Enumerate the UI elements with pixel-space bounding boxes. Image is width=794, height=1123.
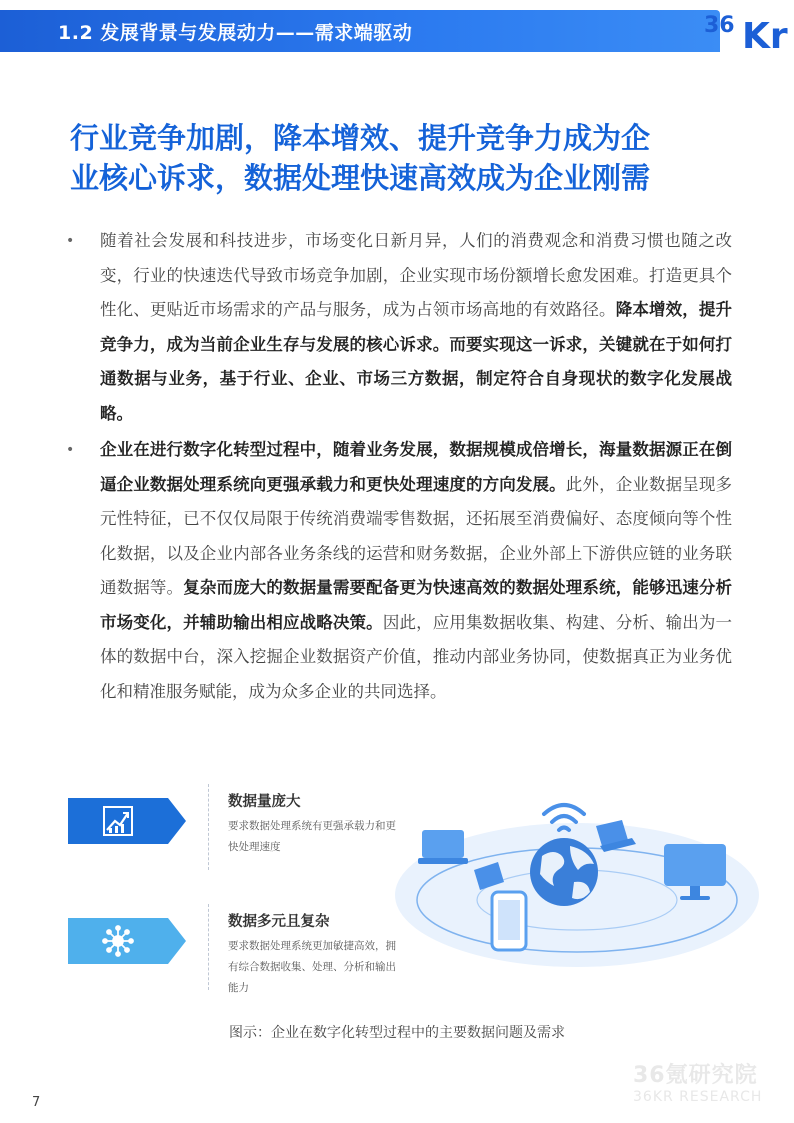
svg-text:36: 36 (704, 13, 735, 38)
feature-description: 要求数据处理系统更加敏捷高效，拥有综合数据收集、处理、分析和输出能力 (228, 940, 396, 994)
page-number: 7 (32, 1095, 41, 1110)
headline-line-1: 行业竞争加剧，降本增效、提升竞争力成为企 (70, 121, 651, 155)
bullet-marker: • (66, 442, 75, 458)
connected-devices-illustration (392, 790, 762, 970)
dashed-divider (208, 904, 209, 990)
feature-arrow-banner (68, 918, 186, 964)
header (0, 0, 794, 52)
bullet-marker: • (66, 233, 75, 249)
bullet-bold-text: 复杂而庞大的数据量需要配备更为快速高效的数据处理系统，能够迅速分析市场变化，并辅助输出相应战略决策。 (100, 578, 733, 632)
network-node-icon (103, 926, 133, 956)
page-section-title: 1.2 发展背景与发展动力——需求端驱动 (58, 22, 413, 44)
bullet-bold-text: 降本增效，提升竞争力，成为当前企业生存与发展的核心诉求。而要实现这一诉求，关键就在于如何打通数据与业务，基于行业、企业、市场三方数据，制定符合自身现状的数字化发展战略。 (100, 300, 733, 423)
laptop-icon (418, 830, 468, 864)
feature-data-volume (68, 794, 396, 878)
watermark-en: 36KR RESEARCH (633, 1089, 763, 1105)
feature-title: 数据量庞大 (228, 794, 301, 810)
bullet-item-2 (62, 433, 732, 709)
phone-icon (492, 892, 526, 950)
feature-title: 数据多元且复杂 (228, 914, 330, 930)
bullet-text: 随着社会发展和科技进步，市场变化日新月异，人们的消费观念和消费习惯也随之改变，行业的快速迭代导致市场竞争加剧，企业实现市场份额增长愈发困难。打造更具个性化、更贴近市场需求的产品与服务，成为占领市场高地的有效路径。 (100, 231, 732, 319)
dashed-divider (208, 784, 209, 870)
headline (70, 118, 730, 198)
feature-data-diversity (68, 914, 396, 998)
globe-icon (530, 838, 598, 906)
watermark-cn: 36氪研究院 (633, 1063, 758, 1088)
36kr-logo (700, 2, 794, 52)
feature-arrow-banner (68, 798, 186, 844)
svg-text:Kr: Kr (742, 16, 788, 52)
bullet-bold-text: 企业在进行数字化转型过程中，随着业务发展，数据规模成倍增长，海量数据源正在倒逼企业数据处理系统向更强承载力和更快处理速度的方向发展。 (100, 440, 732, 494)
bullet-text: 此外，企业数据呈现多元性特征，已不仅仅局限于传统消费端零售数据，还拓展至消费偏好、态度倾向等个性化数据，以及企业内部各业务条线的运营和财务数据，企业外部上下游供应链的业务联通数据等。 (100, 474, 733, 597)
bullet-item-1 (62, 224, 732, 431)
figure-caption: 图示：企业在数字化转型过程中的主要数据问题及需求 (229, 1025, 565, 1041)
bullet-list (62, 224, 732, 709)
headline-line-2: 业核心诉求，数据处理快速高效成为企业刚需 (70, 161, 651, 195)
feature-description: 要求数据处理系统有更强承载力和更快处理速度 (228, 820, 396, 853)
bullet-text: 因此，应用集数据收集、构建、分析、输出为一体的数据中台，深入挖掘企业数据资产价值，推动内部业务协同，使数据真正为业务优化和精准服务赋能，成为众多企业的共同选择。 (100, 612, 733, 701)
